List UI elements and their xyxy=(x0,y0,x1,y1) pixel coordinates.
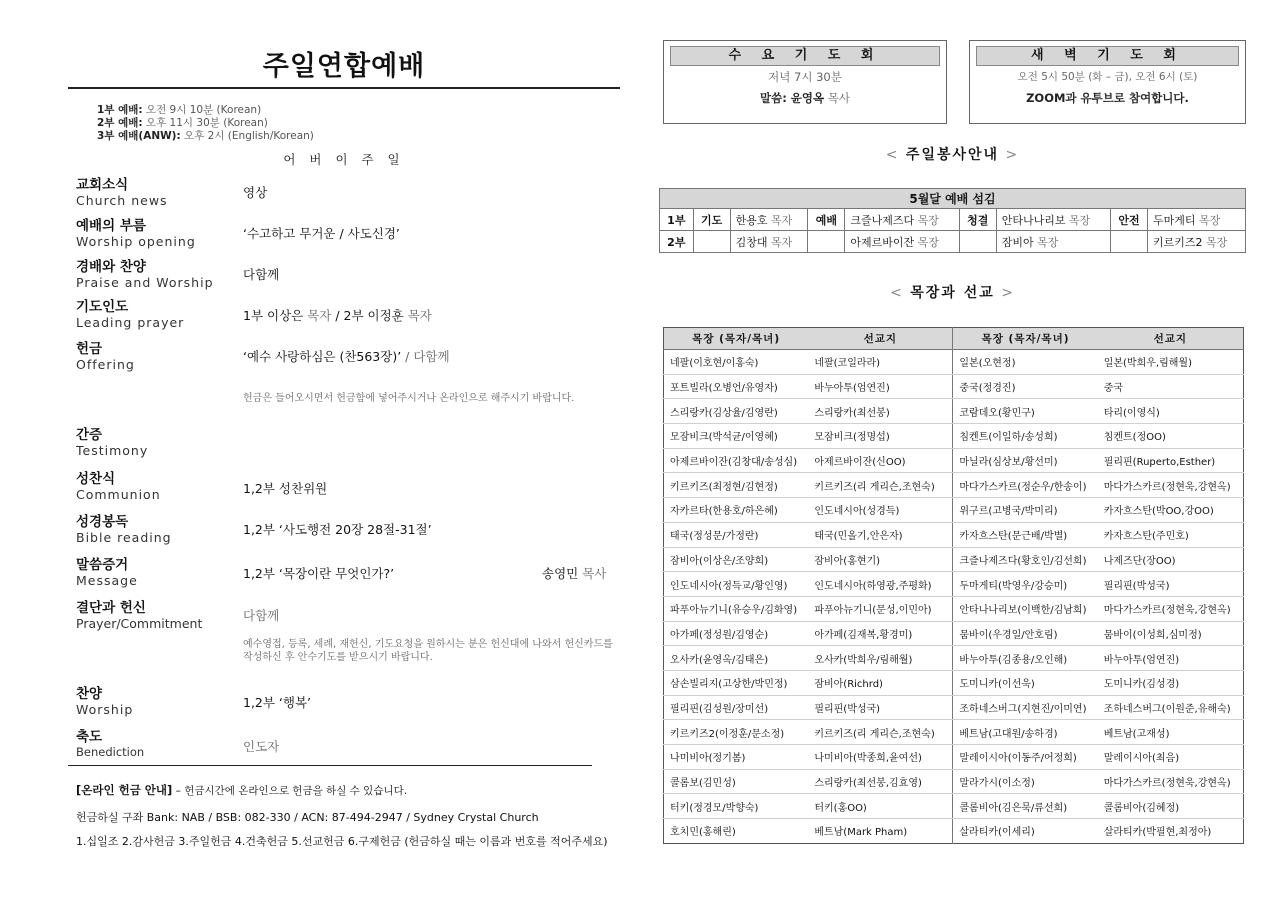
mokjang-cell: 코람데오(황민구) xyxy=(953,399,1098,424)
order-value-reading: 1,2부 ‘사도행전 20장 28절-31절’ xyxy=(243,522,432,537)
service-table-header: 5월달 예배 섬김 xyxy=(660,189,1246,209)
order-value-praise: 다함께 xyxy=(243,267,280,282)
mokjang-cell: 파푸아뉴기니(유승우/김화영) xyxy=(664,596,809,621)
dawn-prayer-title: 새 벽 기 도 회 xyxy=(976,46,1239,66)
online-offering-notice: [온라인 헌금 안내] – 헌금시간에 온라인으로 헌금을 하실 수 있습니다. xyxy=(76,783,408,797)
commitment-note: 예수영접, 등록, 세례, 재헌신, 기도요청을 원하시는 분은 헌신대에 나와서 헌신카드를 작성하신 후 안수기도를 받으시기 바랍니다. xyxy=(243,639,613,663)
mission-table-row xyxy=(664,646,1244,671)
service-time-2: 2부 예배: 오후 11시 30분 (Korean) xyxy=(97,117,268,129)
order-item-benediction: 축도 Benediction xyxy=(76,729,145,759)
order-item-communion: 성찬식 Communion xyxy=(76,471,161,502)
mokjang-cell: 일본(오현정) xyxy=(953,350,1098,375)
mission-table-row xyxy=(664,473,1244,498)
service-time-3: 3부 예배(ANW): 오후 2시 (English/Korean) xyxy=(97,130,314,142)
mission-field-cell: 마다가스카르(정현욱,강현옥) xyxy=(1098,596,1244,621)
mokjang-cell: 중국(정경진) xyxy=(953,374,1098,399)
mission-field-cell: 침켄트(정OO) xyxy=(1098,424,1244,449)
mokjang-cell: 베트남(고대원/송하경) xyxy=(953,720,1098,745)
sunday-name: 어 버 이 주 일 xyxy=(283,152,405,167)
wednesday-prayer-title: 수 요 기 도 회 xyxy=(670,46,940,66)
title-divider xyxy=(68,87,620,89)
order-value-communion: 1,2부 성찬위원 xyxy=(243,481,328,496)
mission-field-cell: 인도네시아(하영광,주평화) xyxy=(808,572,953,597)
wednesday-prayer-speaker: 말씀: 윤영옥 목사 xyxy=(759,91,851,105)
mission-field-cell: 타리(이영식) xyxy=(1098,399,1244,424)
mokjang-cell: 살라티카(이세리) xyxy=(959,827,1035,839)
mission-field-cell: 잠비아(홍현기) xyxy=(808,547,953,572)
mission-field-cell: 중국 xyxy=(1098,374,1244,399)
mokjang-cell: 필리핀(김성원/장미선) xyxy=(664,695,809,720)
mission-table-row xyxy=(664,745,1244,770)
mission-field-cell: 태국(민올기,안은자) xyxy=(808,522,953,547)
mokjang-cell: 포트빌라(오병언/유영자) xyxy=(664,374,809,399)
service-row-1: 1부 기도 한용호 목자 예배 크즐나제즈다 목장 청결 안타나나리보 목장 안전 두마게티 목장 xyxy=(660,209,1246,231)
mission-table-body xyxy=(664,350,1244,844)
page-title: 주일연합예배 xyxy=(262,51,426,82)
mokjang-cell: 마다가스카르(정순우/한송이) xyxy=(953,473,1098,498)
mission-table-row xyxy=(664,498,1244,523)
mission-table-row xyxy=(664,424,1244,449)
mokjang-cell: 키르키즈(최정현/김현정) xyxy=(664,473,809,498)
dawn-prayer-time: 오전 5시 50분 (화 – 금), 오전 6시 (토) xyxy=(1017,71,1198,83)
mission-field-cell: 스리랑카(최선봉) xyxy=(808,399,953,424)
mission-field-cell: 아제르바이잔(신OO) xyxy=(808,448,953,473)
mission-field-cell: 바누아투(엄연진) xyxy=(808,374,953,399)
mokjang-cell: 아가페(정성원/김영순) xyxy=(664,621,809,646)
mission-table-row xyxy=(664,695,1244,720)
order-value-opening: ‘수고하고 무거운 / 사도신경’ xyxy=(243,226,400,241)
mokjang-cell: 콜롬보(김민성) xyxy=(664,769,809,794)
mission-field-cell: 키르키즈(리 게리슨,조현숙) xyxy=(808,720,953,745)
order-item-testimony: 간증 Testimony xyxy=(76,427,149,458)
mission-field-cell: 살라티카(박필현,최정아) xyxy=(1103,827,1212,839)
mission-field-cell: 필리핀(박성국) xyxy=(808,695,953,720)
offering-note: 헌금은 들어오시면서 헌금함에 넣어주시거나 온라인으로 해주시기 바랍니다. xyxy=(243,393,575,404)
mokjang-cell: 바누아투(김종용/오인해) xyxy=(953,646,1098,671)
mission-field-cell: 일본(박희우,림해월) xyxy=(1098,350,1244,375)
order-item-news: 교회소식 Church news xyxy=(76,177,168,208)
mokjang-cell: 말라가시(이소정) xyxy=(953,769,1098,794)
mission-field-cell: 필리핀(Ruperto,Esther) xyxy=(1098,448,1244,473)
mission-field-cell: 카자흐스탄(주민호) xyxy=(1098,522,1244,547)
mokjang-cell: 오사카(윤영옥/김태은) xyxy=(664,646,809,671)
mokjang-cell: 모잠비크(박석균/이영혜) xyxy=(664,424,809,449)
mokjang-cell: 터키(정경모/박향숙) xyxy=(664,794,809,819)
mokjang-cell: 카자흐스탄(문근배/박별) xyxy=(953,522,1098,547)
mission-table-row xyxy=(664,670,1244,695)
order-item-message: 말씀증거 Message xyxy=(76,557,138,588)
mission-field-cell: 네팔(코일라라) xyxy=(808,350,953,375)
service-section-title: < 주일봉사안내 > xyxy=(885,147,1020,163)
mokjang-cell: 호치민(홍해린) xyxy=(670,827,736,839)
mission-table-row xyxy=(664,399,1244,424)
mokjang-cell: 네팔(이호현/이홍숙) xyxy=(664,350,809,375)
mission-field-cell: 콜롬비아(김혜정) xyxy=(1098,794,1244,819)
mission-table-row xyxy=(664,794,1244,819)
mokjang-cell: 위구르(고병국/박미리) xyxy=(953,498,1098,523)
order-item-worship: 찬양 Worship xyxy=(76,686,134,717)
mokjang-cell: 말레이시아(이동주/어정희) xyxy=(953,745,1098,770)
order-value-prayer: 1부 이상은 목자 / 2부 이정훈 목자 xyxy=(243,308,432,323)
order-value-commitment: 다함께 xyxy=(243,608,280,623)
mission-field-cell: 베트남(Mark Pham) xyxy=(808,819,953,844)
mission-table-row xyxy=(664,572,1244,597)
mokjang-cell: 태국(정성문/가정란) xyxy=(664,522,809,547)
mokjang-cell: 조하네스버그(지현진/이미연) xyxy=(953,695,1098,720)
service-table xyxy=(659,188,1246,253)
mission-field-cell: 아가페(김재복,황경미) xyxy=(808,621,953,646)
mission-table-header: 목장 (목자/목녀) 선교지 목장 (목자/목녀) 선교지 xyxy=(664,328,1244,350)
mokjang-cell: 뭄바이(우경일/안호림) xyxy=(953,621,1098,646)
mission-table-row xyxy=(664,547,1244,572)
order-value-benediction: 인도자 xyxy=(243,739,280,754)
order-value-worship: 1,2부 ‘행복’ xyxy=(243,695,312,710)
order-value-message: 1,2부 ‘목장이란 무엇인가?’ xyxy=(243,566,395,581)
order-item-offering: 헌금 Offering xyxy=(76,341,135,372)
mission-field-cell: 스리랑카(최선봉,김효영) xyxy=(808,769,953,794)
bank-account-info: 헌금하실 구좌 Bank: NAB / BSB: 082-330 / ACN: 87-494-2947 / Sydney Crystal Church xyxy=(76,811,539,824)
service-time-1: 1부 예배: 오전 9시 10분 (Korean) xyxy=(97,104,262,116)
order-item-commitment: 결단과 헌신 Prayer/Commitment xyxy=(76,600,203,631)
wednesday-prayer-time: 저녁 7시 30분 xyxy=(768,70,842,84)
mokjang-cell: 잠비아(이상은/조양희) xyxy=(664,547,809,572)
mission-table-row xyxy=(664,374,1244,399)
wednesday-prayer-box xyxy=(663,40,947,124)
mission-table-row xyxy=(664,720,1244,745)
mission-field-cell: 바누아투(엄연진) xyxy=(1098,646,1244,671)
mission-field-cell: 모잠비크(정명섭) xyxy=(808,424,953,449)
mission-table-row xyxy=(664,448,1244,473)
mokjang-cell: 키르키즈2(이정훈/문소정) xyxy=(664,720,809,745)
order-value-offering: ‘예수 사랑하심은 (찬563장)’ / 다함께 xyxy=(243,349,450,364)
mokjang-cell: 인도네시아(정득교/황인영) xyxy=(664,572,809,597)
order-item-praise: 경배와 찬양 Praise and Worship xyxy=(76,259,214,290)
bottom-divider xyxy=(68,765,592,766)
mokjang-cell: 나미비아(정기봄) xyxy=(664,745,809,770)
mission-field-cell: 잠비아(Richrd) xyxy=(808,670,953,695)
mission-field-cell: 나미비아(박종희,윤여선) xyxy=(808,745,953,770)
mokjang-cell: 두마게티(박영우/강승미) xyxy=(953,572,1098,597)
mokjang-cell: 자카르타(한용호/하은혜) xyxy=(664,498,809,523)
order-item-reading: 성경봉독 Bible reading xyxy=(76,514,172,545)
mission-field-cell: 도미니카(김성경) xyxy=(1098,670,1244,695)
mission-field-cell: 마다가스카르(정현욱,강현옥) xyxy=(1098,769,1244,794)
mission-table-row xyxy=(664,596,1244,621)
mission-section-title: < 목장과 선교 > xyxy=(890,285,1015,301)
mokjang-cell: 안타나나리보(이백한/김남희) xyxy=(953,596,1098,621)
mokjang-cell: 삼손빌리지(고상한/박민정) xyxy=(664,670,809,695)
mokjang-cell: 스리랑카(김상율/김영란) xyxy=(664,399,809,424)
mokjang-cell: 크즐나제즈다(황호인/김선희) xyxy=(953,547,1098,572)
mission-table-row xyxy=(664,819,1244,844)
mission-field-cell: 카자흐스탄(박OO,강OO) xyxy=(1098,498,1244,523)
dawn-prayer-box xyxy=(969,40,1246,124)
mission-field-cell: 오사카(박희우/림해월) xyxy=(808,646,953,671)
mokjang-cell: 마닐라(심상보/황선미) xyxy=(953,448,1098,473)
mission-field-cell: 인도네시아(성경득) xyxy=(808,498,953,523)
mission-table-row xyxy=(664,522,1244,547)
mokjang-cell: 도미니카(이선욱) xyxy=(953,670,1098,695)
mission-field-cell: 베트남(고재성) xyxy=(1098,720,1244,745)
mission-field-cell: 조하네스버그(이원준,유해숙) xyxy=(1098,695,1244,720)
service-times xyxy=(97,104,314,143)
mission-field-cell: 나제즈단(장OO) xyxy=(1098,547,1244,572)
mokjang-cell: 콜롬비아(김은묵/류선희) xyxy=(953,794,1098,819)
mission-field-cell: 뭄바이(이성희,심미정) xyxy=(1098,621,1244,646)
service-row-2: 2부 김창대 목자 아제르바이잔 목장 잠비아 목장 키르키즈2 목장 xyxy=(660,231,1246,253)
mission-field-cell: 필리핀(박성국) xyxy=(1098,572,1244,597)
mission-field-cell: 터키(홍OO) xyxy=(808,794,953,819)
mission-table-row xyxy=(664,621,1244,646)
mokjang-cell: 아제르바이잔(김창대/송성심) xyxy=(664,448,809,473)
order-item-prayer: 기도인도 Leading prayer xyxy=(76,299,185,330)
mokjang-cell: 침켄트(이일하/송성희) xyxy=(953,424,1098,449)
dawn-prayer-note: ZOOM과 유투브로 참여합니다. xyxy=(1026,91,1189,105)
preacher-name: 송영민 목사 xyxy=(542,566,607,581)
mission-field-cell: 말레이시아(최음) xyxy=(1098,745,1244,770)
order-value-news: 영상 xyxy=(243,185,268,200)
mission-table-row xyxy=(664,350,1244,375)
offering-types: 1.십일조 2.감사헌금 3.주일헌금 4.건축헌금 5.선교헌금 6.구제헌금 (헌금하실 때는 이름과 번호를 적어주세요) xyxy=(76,835,608,848)
mission-field-cell: 키르키즈(리 게리슨,조현숙) xyxy=(808,473,953,498)
mission-field-cell: 마다가스카르(정현욱,강현옥) xyxy=(1098,473,1244,498)
mission-table-row xyxy=(664,769,1244,794)
mission-table xyxy=(663,327,1244,844)
mission-field-cell: 파푸아뉴기니(문성,이민아) xyxy=(808,596,953,621)
order-item-opening: 예배의 부름 Worship opening xyxy=(76,218,196,249)
